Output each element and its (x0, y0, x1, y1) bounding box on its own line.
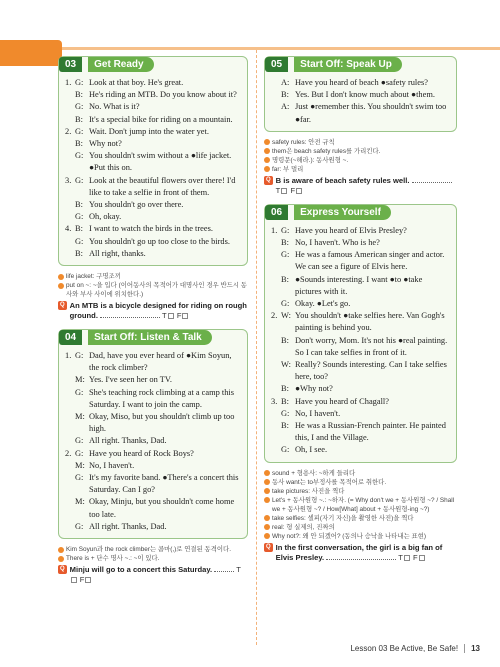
speaker-label: B: (281, 384, 289, 394)
speaker-label: B: (75, 114, 83, 124)
vocab-notes (58, 272, 248, 299)
item-number: 4. (65, 224, 72, 234)
line-text: Okay. ●Let's go. (295, 299, 351, 309)
false-checkbox[interactable] (296, 188, 302, 194)
line-text: It's a special bike for riding on a mountain. (89, 114, 233, 124)
bullet-icon (58, 283, 64, 289)
item-number (65, 411, 75, 435)
note-text: Let's + 동사원형 ~.: ~하자. (= Why don't we + 동사원형 ~? / Shall we + 동사원형 ~? / How[What] about + 동사원형-ing ~?) (272, 496, 455, 513)
dialogue-line (65, 521, 241, 533)
dialogue-line (271, 310, 450, 334)
line-text: Okay, Miso, but you shouldn't climb up too high. (89, 412, 235, 434)
line-text: ●Sounds interesting. I want ●to ●take pictures with it. (295, 274, 423, 296)
question-text: In the first conversation, the girl is a big fan of Elvis Presley. (275, 542, 443, 562)
section-header (265, 57, 456, 72)
note-text: 명령문(~해라.): 동사원형 ~. (272, 156, 349, 164)
speaker-label: B: (75, 139, 83, 149)
item-number: 3. (271, 396, 278, 406)
dialogue (271, 77, 450, 126)
item-number (271, 359, 281, 383)
item-number (65, 460, 75, 472)
dialogue-line (65, 236, 241, 248)
section-04 (58, 329, 248, 539)
true-label: T (398, 552, 403, 562)
section-number: 06 (265, 205, 288, 220)
item-number (271, 101, 281, 125)
true-false-question (58, 565, 248, 585)
speaker-label: G: (75, 212, 84, 222)
false-checkbox[interactable] (419, 555, 425, 561)
speaker-label: B: (75, 224, 83, 234)
line-text: Look at that boy. He's great. (89, 78, 184, 87)
dialogue-line (271, 396, 450, 408)
line-text: Really? Sounds interesting. Can I take selfies here, too? (295, 360, 447, 382)
item-number: 1. (65, 78, 72, 87)
false-label: F (290, 185, 296, 195)
item-number (65, 521, 75, 533)
note-item (58, 554, 248, 563)
item-number (271, 77, 281, 89)
item-number (65, 387, 75, 411)
bullet-icon (264, 148, 270, 154)
bullet-icon (264, 139, 270, 145)
speaker-label: B: (281, 238, 289, 248)
dialogue-line (65, 374, 241, 386)
note-text: 동사 want는 to부정사를 목적어로 취한다. (272, 478, 387, 486)
item-number: 2. (271, 311, 278, 321)
note-item (264, 138, 457, 147)
dialogue-line (271, 444, 450, 456)
speaker-label: W: (281, 360, 291, 370)
note-item (264, 514, 457, 523)
quiz-badge: Q (60, 302, 65, 309)
note-text: life jacket: 구명조끼 (66, 273, 121, 281)
line-text: Okay, Minju, but you shouldn't come home too late. (89, 497, 235, 519)
dialogue-line (65, 223, 241, 235)
dialogue-line (65, 138, 241, 150)
quiz-badge: Q (60, 566, 65, 573)
line-text: He's riding an MTB. Do you know about it? (89, 90, 237, 100)
dialogue-line (65, 150, 241, 174)
note-item (264, 147, 457, 156)
speaker-label: G: (75, 436, 84, 446)
item-number (65, 435, 75, 447)
section-header (59, 57, 247, 72)
line-text: Yes. I've seen her on TV. (89, 375, 172, 385)
true-false-question (264, 543, 457, 563)
true-false-question (264, 176, 457, 196)
line-text: You shouldn't go over there. (89, 200, 184, 210)
section-header (265, 205, 456, 220)
line-text: He was a Russian-French painter. He painted this, I and the Village. (295, 421, 446, 443)
line-text: Look at the beautiful flowers over there! I'd like to take a selfie in front of them. (89, 175, 236, 197)
item-number (65, 101, 75, 113)
speaker-label: B: (281, 90, 289, 100)
note-text: far: 부 멀리 (272, 165, 304, 173)
note-item (264, 469, 457, 478)
speaker-label: G: (75, 175, 84, 185)
dialogue-line (65, 411, 241, 435)
speaker-label: B: (281, 274, 289, 284)
item-number (271, 89, 281, 101)
line-text: She's teaching rock climbing at a camp this Saturday. I want to join the camp. (89, 387, 235, 409)
line-text: I want to watch the birds in the trees. (89, 224, 213, 234)
section-number: 04 (59, 330, 82, 345)
item-number: 1. (65, 351, 72, 361)
dialogue-line (271, 408, 450, 420)
line-text: Yes. But I don't know much about ●them. (295, 90, 435, 100)
line-text: You shouldn't go up too close to the birds. (89, 236, 230, 246)
line-text: Have you heard of beach ●safety rules? (295, 78, 428, 87)
speaker-label: G: (75, 387, 84, 397)
false-checkbox[interactable] (85, 577, 91, 583)
note-text: real: 형 실제의, 진짜의 (272, 523, 335, 531)
dialogue-line (65, 211, 241, 223)
true-label: T (236, 565, 241, 575)
line-text: Just ●remember this. You shouldn't swim too ●far. (295, 102, 447, 124)
item-number (271, 237, 281, 249)
line-text: ●Why not? (295, 384, 333, 394)
note-text: put on ~: ~을 입다 (이어동사의 목적어가 대명사인 경우 반드시 동사와 부사 사이에 위치한다.) (66, 282, 247, 299)
dialogue-line (271, 249, 450, 273)
page-number: 13 (471, 644, 480, 653)
line-text: All right, thanks. (89, 248, 146, 258)
dialogue-line (271, 383, 450, 395)
speaker-label: G: (75, 126, 84, 136)
dialogue-line (65, 77, 241, 89)
line-text: You shouldn't ●take selfies here. Van Gogh's painting is behind you. (295, 311, 445, 333)
item-number (271, 420, 281, 444)
speaker-label: B: (281, 396, 289, 406)
dialogue-line (65, 350, 241, 374)
dialogue (271, 225, 450, 457)
question-text: B is aware of beach safety rules well. (275, 175, 410, 185)
vocab-notes (264, 469, 457, 541)
false-label: F (79, 575, 85, 585)
dialogue-line (271, 274, 450, 298)
false-label: F (412, 552, 418, 562)
note-item (264, 496, 457, 514)
bullet-icon (264, 157, 270, 163)
item-number (65, 248, 75, 260)
line-text: Oh, okay. (89, 212, 122, 222)
line-text: It's my favorite band. ●There's a concert this Saturday. Can I go? (89, 473, 239, 495)
section-number: 05 (265, 57, 288, 72)
bullet-icon (264, 524, 270, 530)
speaker-label: G: (75, 151, 84, 161)
speaker-label: G: (75, 102, 84, 112)
section-03 (58, 56, 248, 266)
bullet-icon (264, 488, 270, 494)
line-text: Dad, have you ever heard of ●Kim Soyun, the rock climber? (89, 351, 232, 373)
speaker-label: M: (75, 460, 85, 470)
column-divider (256, 50, 257, 645)
bullet-icon (264, 470, 270, 476)
speaker-label: B: (281, 421, 289, 431)
line-text: All right. Thanks, Dad. (89, 521, 167, 531)
item-number: 2. (65, 448, 72, 458)
section-title: Get Ready (88, 57, 153, 72)
dialogue-line (271, 298, 450, 310)
speaker-label: W: (281, 311, 291, 321)
line-text: No, I haven't. (295, 408, 341, 418)
note-text: take selfies: 셀피(자기 자신)을 촬영한 사진)을 찍다 (272, 514, 414, 522)
note-item (264, 478, 457, 487)
item-number (65, 138, 75, 150)
line-text: Why not? (89, 139, 122, 149)
item-number (271, 298, 281, 310)
section-title: Express Yourself (294, 205, 391, 220)
dialogue-line (65, 175, 241, 199)
item-number (65, 472, 75, 496)
line-text: He was a famous American singer and actor. We can see a figure of Elvis here. (295, 250, 445, 272)
item-number (65, 89, 75, 101)
bullet-icon (264, 479, 270, 485)
true-checkbox[interactable] (168, 313, 174, 319)
bullet-icon (264, 533, 270, 539)
line-text: Don't worry, Mom. It's not his ●real painting. So I can take selfies in front of it. (295, 335, 448, 357)
item-number: 1. (271, 225, 278, 235)
dialogue-line (65, 460, 241, 472)
note-text: Kim Soyun과 the rock climber는 콤마(,)로 연결된 동격이다. (66, 546, 231, 554)
dialogue-line (65, 89, 241, 101)
true-checkbox[interactable] (404, 555, 410, 561)
item-number (65, 199, 75, 211)
speaker-label: G: (75, 236, 84, 246)
line-text: Wait. Don't jump into the water yet. (89, 126, 209, 136)
speaker-label: G: (75, 78, 84, 87)
bullet-icon (264, 497, 270, 503)
bullet-icon (264, 515, 270, 521)
item-number (271, 274, 281, 298)
note-item (264, 156, 457, 165)
speaker-label: G: (75, 473, 84, 483)
bullet-icon (58, 274, 64, 280)
true-checkbox[interactable] (71, 577, 77, 583)
note-item (58, 272, 248, 281)
item-number (65, 496, 75, 520)
right-column (264, 56, 457, 571)
note-item (264, 532, 457, 541)
footer-separator (464, 644, 465, 653)
speaker-label: M: (75, 412, 85, 422)
speaker-label: A: (281, 78, 290, 87)
dialogue-line (271, 101, 450, 125)
item-number (65, 150, 75, 174)
bullet-icon (58, 556, 64, 562)
line-text: No, I haven't. Who is he? (295, 238, 380, 248)
line-text: No, I haven't. (89, 460, 135, 470)
item-number (271, 383, 281, 395)
line-text: Have you heard of Rock Boys? (89, 448, 194, 458)
bullet-icon (58, 547, 64, 553)
vocab-notes (264, 138, 457, 174)
section-header (59, 330, 247, 345)
page-footer (350, 644, 480, 653)
speaker-label: B: (281, 335, 289, 345)
dialogue-line (65, 472, 241, 496)
section-06 (264, 204, 457, 463)
section-number: 03 (59, 57, 82, 72)
speaker-label: B: (75, 90, 83, 100)
speaker-label: G: (75, 448, 84, 458)
dialogue-line (271, 359, 450, 383)
dialogue-line (65, 248, 241, 260)
line-text: Have you heard of Chagall? (295, 396, 389, 406)
item-number (271, 249, 281, 273)
line-text: All right. Thanks, Dad. (89, 436, 167, 446)
note-text: There is + 단수 명사 ~.: ~이 있다. (66, 555, 160, 563)
false-checkbox[interactable] (182, 313, 188, 319)
dialogue-line (271, 420, 450, 444)
true-label: T (162, 311, 167, 321)
speaker-label: G: (281, 445, 290, 455)
dialogue-line (65, 114, 241, 126)
chapter-tab (0, 40, 62, 66)
line-text: Have you heard of Elvis Presley? (295, 225, 407, 235)
speaker-label: G: (281, 250, 290, 260)
speaker-label: M: (75, 375, 85, 385)
dialogue-line (271, 225, 450, 237)
bullet-icon (264, 166, 270, 172)
false-label: F (176, 311, 182, 321)
speaker-label: G: (75, 521, 84, 531)
dialogue-line (271, 77, 450, 89)
item-number (271, 335, 281, 359)
vocab-notes (58, 545, 248, 563)
dialogue (65, 350, 241, 533)
dialogue-line (65, 199, 241, 211)
speaker-label: G: (281, 408, 290, 418)
dialogue-line (271, 335, 450, 359)
question-text: Minju will go to a concert this Saturday. (69, 565, 213, 575)
item-number (65, 114, 75, 126)
dialogue-line (271, 237, 450, 249)
item-number (65, 211, 75, 223)
note-text: take pictures: 사진을 찍다 (272, 487, 345, 495)
dialogue (65, 77, 241, 260)
note-item (58, 281, 248, 299)
speaker-label: G: (281, 299, 290, 309)
speaker-label: B: (75, 248, 83, 258)
section-05 (264, 56, 457, 132)
note-item (264, 165, 457, 174)
quiz-badge: Q (266, 176, 271, 183)
item-number (65, 374, 75, 386)
line-text: Oh, I see. (295, 445, 328, 455)
note-text: sound + 형용사: ~하게 들리다 (272, 469, 356, 477)
true-label: T (275, 185, 281, 195)
dialogue-line (65, 496, 241, 520)
item-number (65, 236, 75, 248)
speaker-label: M: (75, 497, 85, 507)
note-text: Why not?: 왜 안 되겠어? (동의나 승낙을 나타내는 표현) (272, 532, 426, 540)
speaker-label: A: (281, 102, 290, 112)
dialogue-line (65, 387, 241, 411)
note-item (264, 523, 457, 532)
dialogue-line (65, 126, 241, 138)
item-number (271, 444, 281, 456)
note-text: safety rules: 안전 규칙 (272, 138, 335, 146)
left-column (58, 56, 248, 593)
note-item (264, 487, 457, 496)
speaker-label: G: (75, 351, 84, 361)
dialogue-line (65, 435, 241, 447)
top-rule (62, 47, 500, 50)
lesson-title: Lesson 03 Be Active, Be Safe! (350, 644, 459, 653)
true-checkbox[interactable] (281, 188, 287, 194)
speaker-label: G: (281, 225, 290, 235)
note-text: them은 beach safety rules를 가리킨다. (272, 147, 381, 155)
line-text: You shouldn't swim without a ●life jacket. ●Put this on. (89, 151, 232, 173)
item-number (271, 408, 281, 420)
section-title: Start Off: Listen & Talk (88, 330, 212, 345)
dialogue-line (65, 448, 241, 460)
question-text: An MTB is a bicycle designed for riding on rough ground. (69, 301, 247, 321)
speaker-label: B: (75, 200, 83, 210)
item-number: 2. (65, 126, 72, 136)
section-title: Start Off: Speak Up (294, 57, 402, 72)
true-false-question (58, 301, 248, 321)
quiz-badge: Q (266, 543, 271, 550)
item-number: 3. (65, 175, 72, 185)
dialogue-line (65, 101, 241, 113)
dialogue-line (271, 89, 450, 101)
note-item (58, 545, 248, 554)
line-text: No. What is it? (89, 102, 140, 112)
